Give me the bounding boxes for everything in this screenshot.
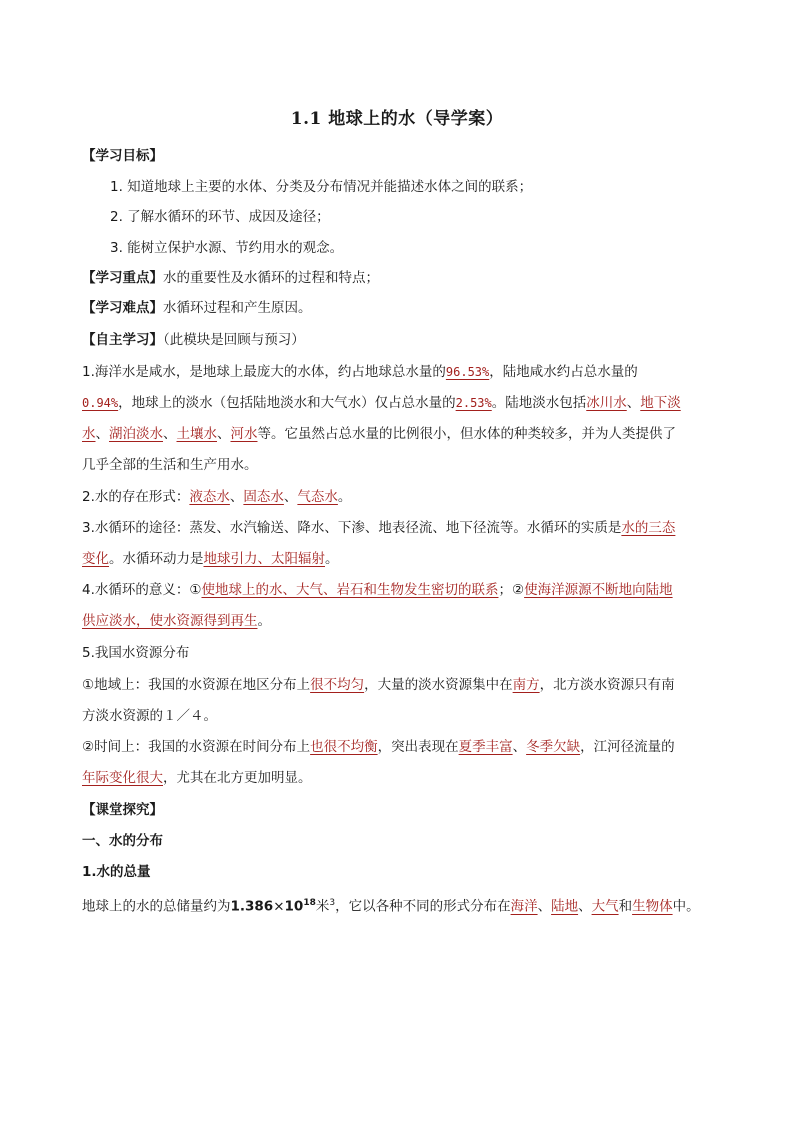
p1-text-c: ，地球上的淡水（包括陆地淡水和大气水）仅占总水量的 bbox=[118, 395, 456, 411]
self-study-line bbox=[82, 330, 305, 350]
p1-groundwater-part1: 地下淡 bbox=[640, 395, 681, 411]
p1-text-e: 等。它虽然占总水量的比例很小，但水体的种类较多，并为人类提供了 bbox=[257, 426, 676, 442]
key-points-label: 【学习重点】 bbox=[82, 270, 163, 286]
p5-r2-winter: 冬季欠缺 bbox=[526, 739, 581, 755]
page-title: 1.1 地球上的水（导学案） bbox=[290, 109, 504, 129]
p5-r1-text-a: ①地域上：我国的水资源在地区分布上 bbox=[82, 677, 311, 693]
p5-r1-south: 南方 bbox=[512, 677, 540, 693]
difficulties-label: 【学习难点】 bbox=[82, 300, 163, 316]
p5-r2-summer: 夏季丰富 bbox=[458, 739, 513, 755]
p5-time-line-2 bbox=[82, 768, 312, 788]
dist-sep-2: 、 bbox=[578, 898, 592, 915]
dist-and: 和 bbox=[618, 898, 633, 915]
objective-item-2: 2. 了解水循环的环节、成因及途径； bbox=[110, 209, 330, 225]
p4-meaning-2-part1: 使海洋源源不断地向陆地 bbox=[524, 582, 673, 598]
p5-r2-unbalanced: 也很不均衡 bbox=[310, 739, 378, 755]
p1-line-1 bbox=[82, 362, 638, 382]
p2-liquid: 液态水 bbox=[189, 489, 230, 505]
dist-ocean: 海洋 bbox=[510, 898, 538, 915]
p1-sep-4: 、 bbox=[217, 426, 231, 442]
times-sign: × bbox=[273, 898, 285, 915]
p5-r2-sep: 、 bbox=[512, 739, 527, 755]
p5-r1-uneven: 很不均匀 bbox=[310, 677, 365, 693]
p2-sep-2: 、 bbox=[283, 489, 298, 505]
difficulties-line bbox=[82, 298, 312, 318]
p4-text-c: 。 bbox=[257, 613, 271, 629]
p3-text-c: 。 bbox=[325, 551, 339, 567]
p1-land-salt-percent: 0.94% bbox=[82, 396, 119, 410]
p1-line-2 bbox=[82, 393, 681, 413]
subsection-total-water: 1.水的总量 bbox=[82, 864, 151, 880]
key-points-text: 水的重要性及水循环的过程和特点； bbox=[163, 270, 379, 286]
p5-heading: 5.我国水资源分布 bbox=[82, 645, 190, 661]
p2-end: 。 bbox=[337, 489, 352, 505]
dist-atmosphere: 大气 bbox=[591, 898, 619, 915]
p1-line-4: 几乎全部的生活和生产用水。 bbox=[82, 457, 258, 473]
p1-glacier: 冰川水 bbox=[586, 395, 627, 411]
difficulties-text: 水循环过程和产生原因。 bbox=[163, 300, 312, 316]
p1-text-b: ，陆地咸水约占总水量的 bbox=[489, 364, 638, 380]
objective-item-3: 3. 能树立保护水源、节约用水的观念。 bbox=[110, 240, 344, 256]
total-text-a: 地球上的水的总储量约为 bbox=[82, 898, 231, 915]
self-study-label: 【自主学习】 bbox=[82, 332, 163, 348]
p4-text-b: ；② bbox=[498, 582, 525, 598]
p3-force: 地球引力、太阳辐射 bbox=[203, 551, 325, 567]
p1-river: 河水 bbox=[230, 426, 258, 442]
p3-text-a: 3.水循环的途径：蒸发、水汽输送、降水、下渗、地表径流、地下径流等。水循环的实质是 bbox=[82, 520, 622, 536]
p1-text-a: 1.海洋水是咸水，是地球上最庞大的水体，约占地球总水量的 bbox=[82, 364, 446, 380]
section-water-distribution: 一、水的分布 bbox=[82, 833, 163, 849]
p5-r1-text-b: ，大量的淡水资源集中在 bbox=[364, 677, 513, 693]
p4-text-a: 4.水循环的意义：① bbox=[82, 582, 202, 598]
p1-text-d: 。陆地淡水包括 bbox=[491, 395, 587, 411]
p2-solid: 固态水 bbox=[243, 489, 284, 505]
p1-ocean-percent: 96.53% bbox=[445, 365, 490, 379]
p3-essence-part2: 变化 bbox=[82, 551, 109, 567]
p5-r1-text-c: ，北方淡水资源只有南 bbox=[539, 677, 675, 693]
dist-organisms: 生物体 bbox=[632, 898, 673, 915]
p5-r2-text-a: ②时间上：我国的水资源在时间分布上 bbox=[82, 739, 311, 755]
power-exponent: 18 bbox=[303, 898, 316, 908]
unit-exponent: 3 bbox=[329, 898, 336, 908]
p1-soil: 土壤水 bbox=[176, 426, 217, 442]
p2-sep-1: 、 bbox=[229, 489, 244, 505]
class-explore-heading: 【课堂探究】 bbox=[82, 802, 163, 818]
p4-meaning-1: 使地球上的水、大气、岩石和生物发生密切的联系 bbox=[201, 582, 499, 598]
dist-land: 陆地 bbox=[551, 898, 579, 915]
dist-sep-1: 、 bbox=[537, 898, 552, 915]
p5-region-line-2: 方淡水资源的１／４。 bbox=[82, 708, 217, 724]
key-points-line bbox=[82, 268, 379, 288]
objective-item-1: 1. 知道地球上主要的水体、分类及分布情况并能描述水体之间的联系； bbox=[110, 179, 533, 195]
dist-end: 中。 bbox=[672, 898, 700, 915]
p3-text-b: 。水循环动力是 bbox=[109, 551, 204, 567]
p5-r2-yearly: 年际变化很大 bbox=[82, 770, 163, 786]
p4-meaning-2-part2: 供应淡水，使水资源得到再生 bbox=[82, 613, 258, 629]
p1-sep-2: 、 bbox=[95, 426, 109, 442]
p1-sep-1: 、 bbox=[626, 395, 641, 411]
p5-r2-text-d: ，尤其在北方更加明显。 bbox=[163, 770, 312, 786]
p2-line bbox=[82, 487, 351, 507]
p5-time-line-1 bbox=[82, 737, 675, 757]
p3-essence-part1: 水的三态 bbox=[621, 520, 676, 536]
p2-text-a: 2.水的存在形式： bbox=[82, 489, 190, 505]
p4-line-1 bbox=[82, 580, 673, 600]
total-text-b: ，它以各种不同的形式分布在 bbox=[335, 898, 511, 915]
self-study-note: （此模块是回顾与预习） bbox=[163, 332, 305, 348]
power-base: 10 bbox=[284, 898, 304, 915]
p4-line-2 bbox=[82, 611, 271, 631]
p1-fresh-percent: 2.53% bbox=[455, 396, 492, 410]
unit: 米 bbox=[315, 898, 330, 915]
total-amount: 1.386 bbox=[230, 898, 274, 915]
p2-gas: 气态水 bbox=[297, 489, 338, 505]
p5-r2-text-b: ，突出表现在 bbox=[377, 739, 459, 755]
p1-groundwater-part2: 水 bbox=[82, 426, 96, 442]
p3-line-1 bbox=[82, 518, 675, 538]
p1-lake: 湖泊淡水 bbox=[109, 426, 163, 442]
p5-r2-text-c: ，江河径流量的 bbox=[580, 739, 675, 755]
p3-line-2 bbox=[82, 549, 339, 569]
p1-sep-3: 、 bbox=[163, 426, 177, 442]
total-water-line bbox=[82, 893, 700, 917]
objectives-heading: 【学习目标】 bbox=[82, 148, 163, 164]
p5-region-line-1 bbox=[82, 675, 675, 695]
p1-line-3 bbox=[82, 424, 676, 444]
